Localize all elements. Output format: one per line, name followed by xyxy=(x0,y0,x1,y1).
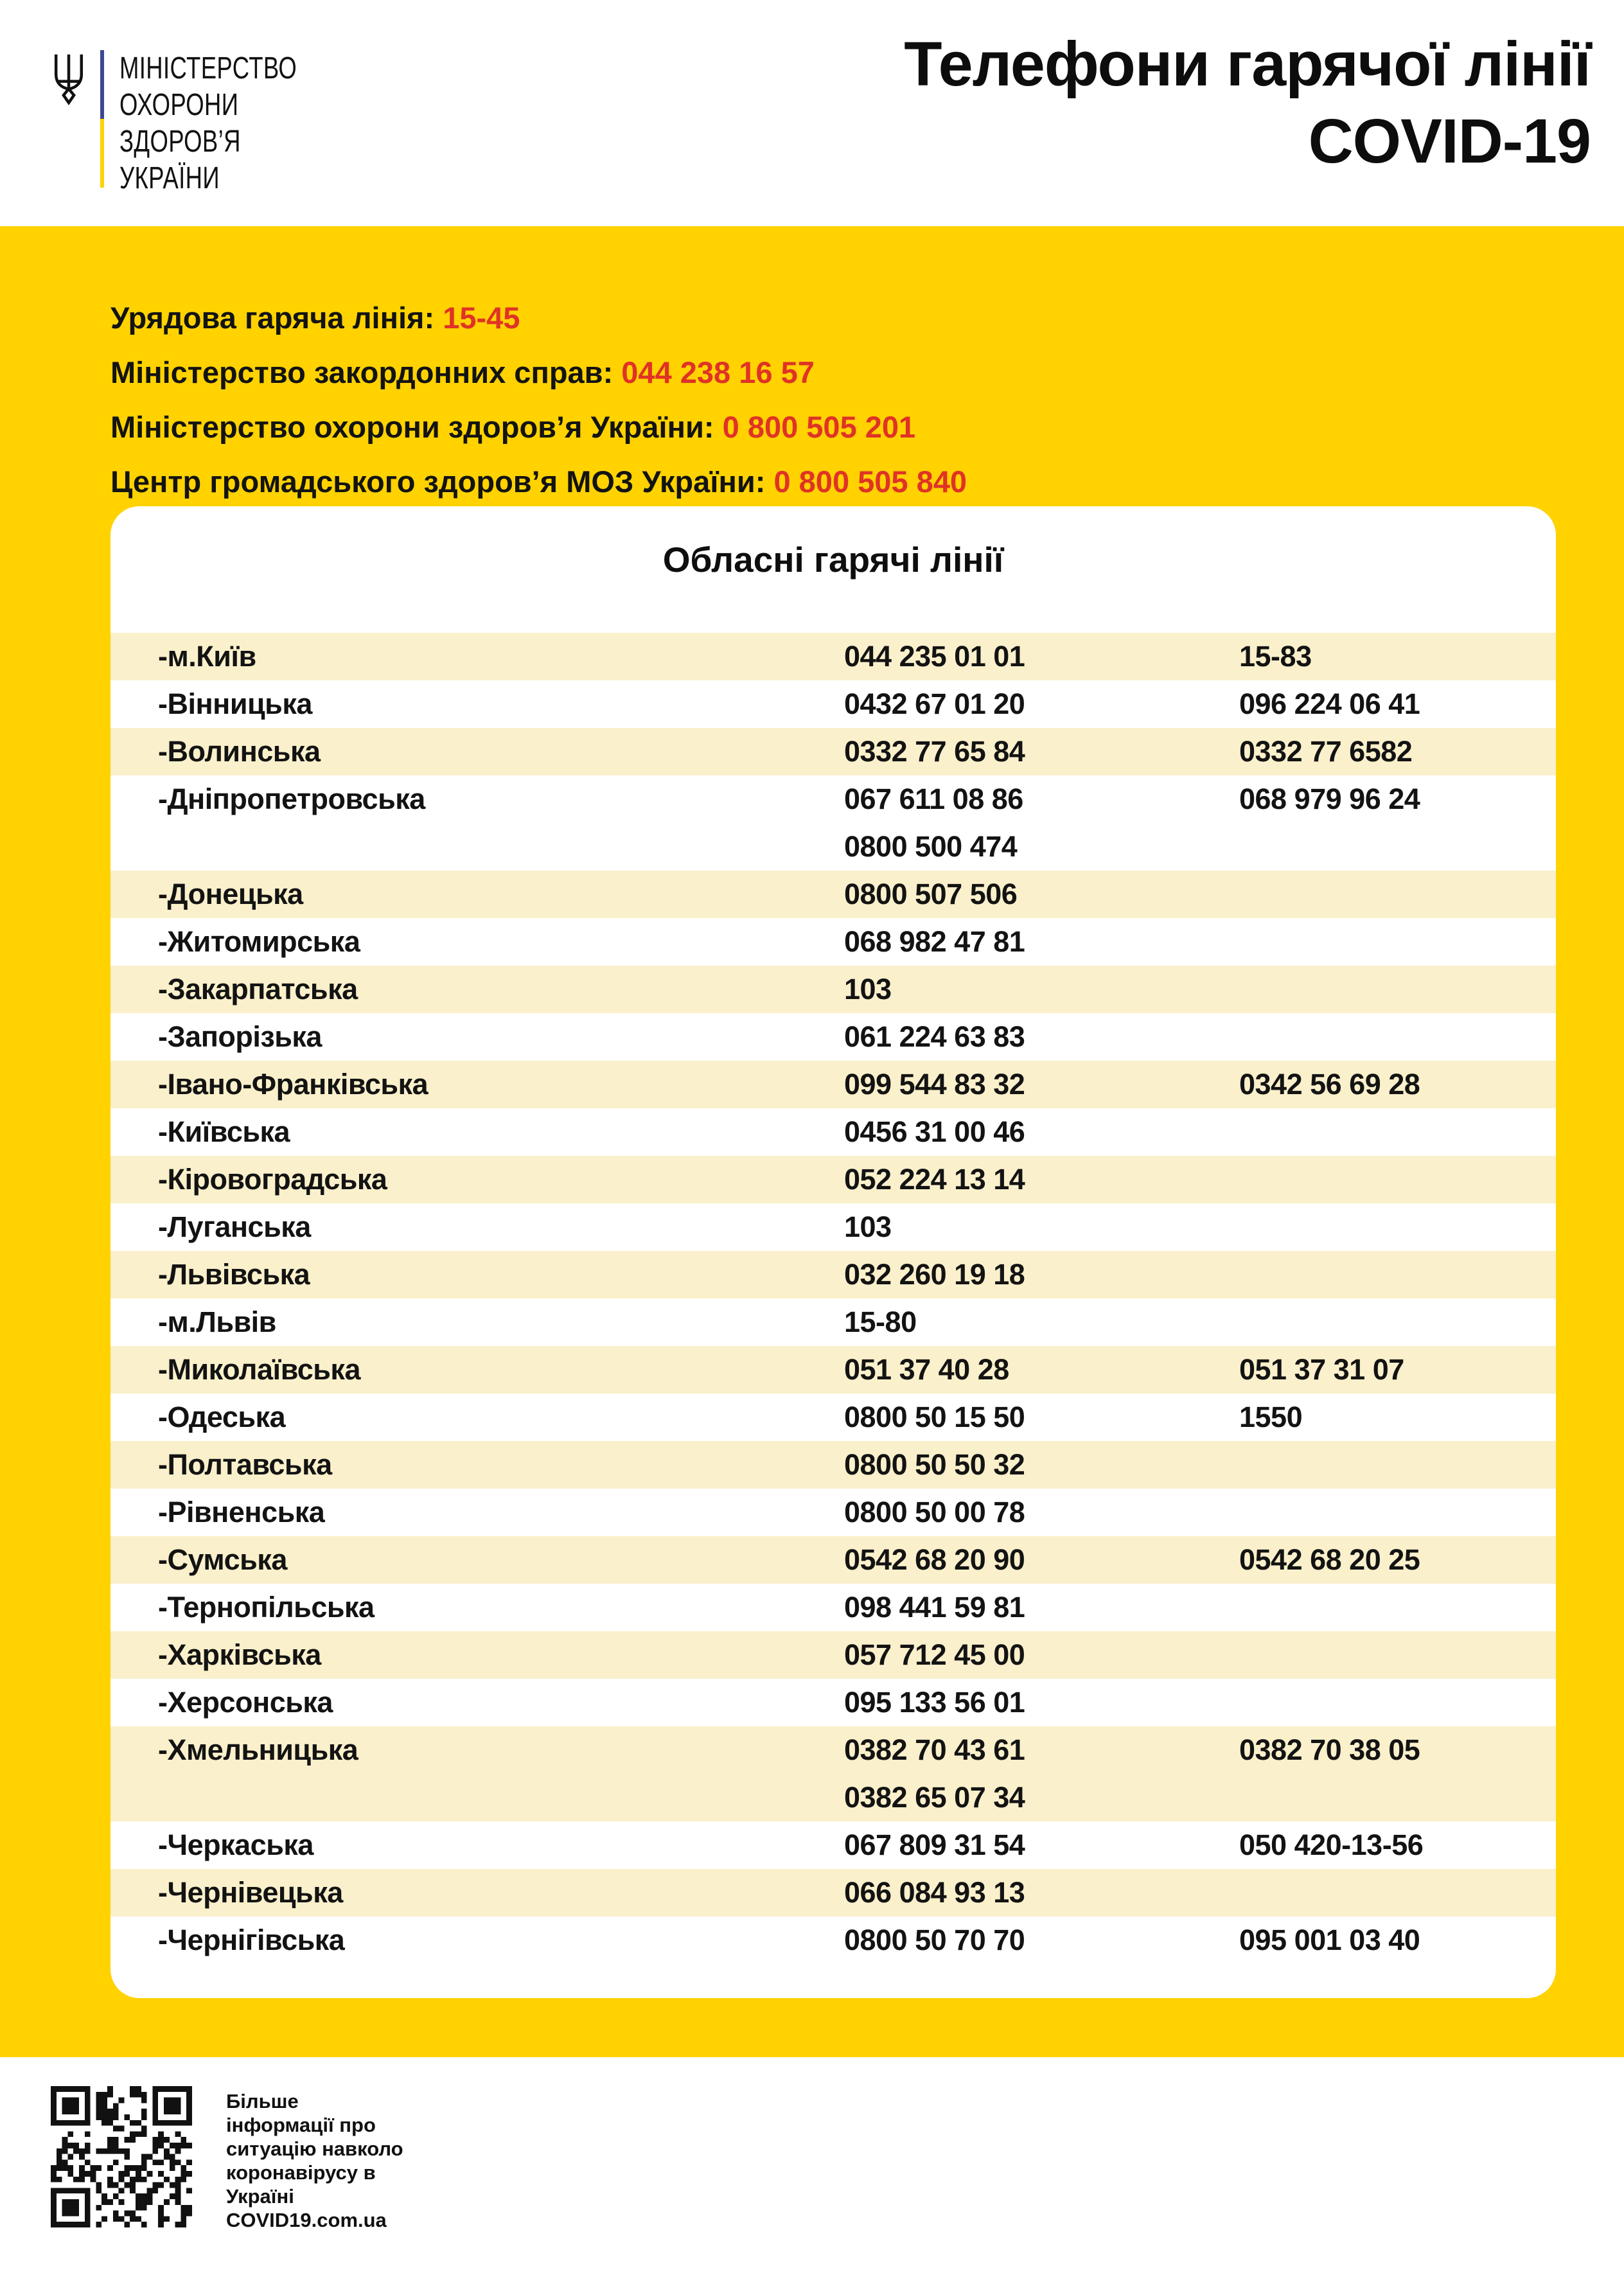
hotline-number: 044 238 16 57 xyxy=(621,355,815,389)
cell-phone-secondary: 0342 56 69 28 xyxy=(1239,1068,1420,1101)
cell-phone-secondary xyxy=(1239,1679,1537,1726)
phone-line: 0800 500 474 xyxy=(844,830,1018,863)
cell-region: -Черкаська xyxy=(158,1828,313,1861)
cell-region: -Одеська xyxy=(158,1401,286,1433)
logo-line-3: ЗДОРОВ’Я xyxy=(119,125,241,159)
phone-line: 0800 50 70 70 xyxy=(844,1924,1025,1956)
cell-region: -Чернігівська xyxy=(158,1924,345,1956)
cell-phone-primary xyxy=(844,1394,1239,1441)
cell-region: -Житомирська xyxy=(158,925,360,958)
logo-line-4: УКРАЇНИ xyxy=(119,161,220,195)
cell-phone-secondary xyxy=(1239,1869,1537,1917)
hotline-row xyxy=(110,400,967,454)
cell-phone-primary xyxy=(844,1108,1239,1156)
table-row xyxy=(110,1726,1556,1821)
cell-region: -Закарпатська xyxy=(158,973,358,1005)
table-row xyxy=(110,1346,1556,1394)
yellow-band xyxy=(0,226,1624,2057)
footer-line: COVID19.com.ua xyxy=(226,2209,387,2231)
phone-line: 095 133 56 01 xyxy=(844,1686,1025,1719)
cell-region: -Вінницька xyxy=(158,687,312,720)
table-row xyxy=(110,1869,1556,1917)
cell-phone-secondary: 1550 xyxy=(1239,1401,1303,1433)
cell-region: -Дніпропетровська xyxy=(158,783,425,815)
cell-region: -Івано-Франківська xyxy=(158,1068,428,1101)
cell-phone-primary xyxy=(844,1536,1239,1584)
phone-line: 0382 65 07 34 xyxy=(844,1781,1025,1814)
cell-phone-primary xyxy=(844,918,1239,966)
cell-phone-primary xyxy=(844,1298,1239,1346)
table-row xyxy=(110,1013,1556,1061)
phone-line: 044 235 01 01 xyxy=(844,640,1025,673)
table-row xyxy=(110,728,1556,775)
cell-region: -Тернопільська xyxy=(158,1591,375,1624)
cell-phone-secondary xyxy=(1239,1584,1537,1631)
phone-line: 052 224 13 14 xyxy=(844,1163,1025,1196)
trident-icon xyxy=(51,53,86,105)
phone-line: 0432 67 01 20 xyxy=(844,687,1025,720)
table-row xyxy=(110,1489,1556,1536)
phone-line: 061 224 63 83 xyxy=(844,1020,1025,1053)
hotline-row xyxy=(110,345,967,400)
cell-phone-secondary xyxy=(1239,871,1537,918)
footer xyxy=(0,2057,1624,2284)
cell-region: -Рівненська xyxy=(158,1496,325,1528)
logo-line-1: МІНІСТЕРСТВО xyxy=(119,51,297,85)
cell-phone-secondary xyxy=(1239,1489,1537,1536)
cell-phone-primary xyxy=(844,1869,1239,1917)
cell-phone-secondary: 15-83 xyxy=(1239,640,1312,673)
cell-phone-secondary xyxy=(1239,1631,1537,1679)
cell-phone-primary xyxy=(844,1203,1239,1251)
phone-line: 0456 31 00 46 xyxy=(844,1115,1025,1148)
cell-region: -Харківська xyxy=(158,1638,321,1671)
cell-region: -Київська xyxy=(158,1115,290,1148)
cell-phone-primary xyxy=(844,1726,1239,1821)
phone-line: 057 712 45 00 xyxy=(844,1638,1025,1671)
moz-ukraine-logo xyxy=(51,50,353,197)
cell-phone-secondary: 050 420-13-56 xyxy=(1239,1828,1424,1861)
cell-region: -Луганська xyxy=(158,1210,311,1243)
cell-region: -Чернівецька xyxy=(158,1876,343,1909)
phone-line: 0800 50 00 78 xyxy=(844,1496,1025,1528)
phone-line: 103 xyxy=(844,973,892,1005)
cell-phone-secondary: 0382 70 38 05 xyxy=(1239,1733,1420,1766)
table-row xyxy=(110,1441,1556,1489)
table-row xyxy=(110,1536,1556,1584)
cell-phone-primary xyxy=(844,1917,1239,1964)
cell-region: -Кіровоградська xyxy=(158,1163,387,1196)
cell-phone-primary xyxy=(844,1679,1239,1726)
cell-region: -м.Львів xyxy=(158,1306,276,1338)
cell-region: -Львівська xyxy=(158,1258,310,1291)
cell-phone-primary xyxy=(844,1821,1239,1869)
card-title: Обласні гарячі лінії xyxy=(662,540,1004,580)
phone-line: 0382 70 43 61 xyxy=(844,1733,1025,1766)
footer-text xyxy=(226,2089,403,2232)
cell-phone-secondary xyxy=(1239,1298,1537,1346)
phone-line: 103 xyxy=(844,1210,892,1243)
phone-line: 051 37 40 28 xyxy=(844,1353,1009,1386)
hotline-label: Міністерство охорони здоров’я України: xyxy=(110,410,723,444)
table-row xyxy=(110,680,1556,728)
cell-phone-secondary: 0542 68 20 25 xyxy=(1239,1543,1420,1576)
cell-phone-primary xyxy=(844,1013,1239,1061)
table-row xyxy=(110,1061,1556,1108)
footer-line: коронавірусу в xyxy=(226,2161,376,2184)
cell-phone-secondary: 096 224 06 41 xyxy=(1239,687,1420,720)
page-title-line2: COVID-19 xyxy=(1308,106,1591,176)
cell-region: -Сумська xyxy=(158,1543,287,1576)
cell-phone-primary xyxy=(844,966,1239,1013)
table-row xyxy=(110,1394,1556,1441)
phone-line: 067 611 08 86 xyxy=(844,783,1023,815)
phone-line: 0332 77 65 84 xyxy=(844,735,1025,768)
hotline-number: 0 800 505 201 xyxy=(722,410,916,444)
cell-phone-secondary xyxy=(1239,1251,1537,1298)
footer-line: Більше xyxy=(226,2090,299,2112)
table-row xyxy=(110,871,1556,918)
hotline-row xyxy=(110,290,967,345)
cell-phone-primary xyxy=(844,1441,1239,1489)
cell-region: -Донецька xyxy=(158,878,303,910)
logo-divider xyxy=(100,50,104,188)
cell-phone-primary xyxy=(844,1631,1239,1679)
cell-phone-primary xyxy=(844,728,1239,775)
table-row xyxy=(110,1203,1556,1251)
phone-line: 0800 50 50 32 xyxy=(844,1448,1025,1481)
cell-phone-secondary xyxy=(1239,1156,1537,1203)
qr-code xyxy=(51,2086,192,2227)
logo-divider-blue xyxy=(100,50,104,119)
table-row xyxy=(110,1679,1556,1726)
regional-hotlines-card xyxy=(110,506,1556,1998)
phone-line: 0542 68 20 90 xyxy=(844,1543,1025,1576)
regional-table xyxy=(110,633,1556,1964)
table-row xyxy=(110,1156,1556,1203)
table-row xyxy=(110,1108,1556,1156)
phone-line: 066 084 93 13 xyxy=(844,1876,1025,1909)
cell-region: -Миколаївська xyxy=(158,1353,360,1386)
cell-phone-primary xyxy=(844,1489,1239,1536)
footer-line: Україні xyxy=(226,2185,294,2208)
cell-phone-primary xyxy=(844,775,1239,871)
cell-phone-secondary xyxy=(1239,1203,1537,1251)
cell-phone-secondary: 0332 77 6582 xyxy=(1239,735,1413,768)
cell-phone-secondary xyxy=(1239,966,1537,1013)
logo-divider-yellow xyxy=(100,119,104,188)
phone-line: 098 441 59 81 xyxy=(844,1591,1025,1624)
header xyxy=(0,0,1624,226)
page-title xyxy=(904,26,1591,180)
cell-phone-primary xyxy=(844,871,1239,918)
phone-line: 0800 507 506 xyxy=(844,878,1018,910)
national-hotlines xyxy=(110,290,967,509)
cell-phone-secondary xyxy=(1239,918,1537,966)
table-row xyxy=(110,918,1556,966)
cell-phone-secondary: 095 001 03 40 xyxy=(1239,1924,1420,1956)
table-row xyxy=(110,1821,1556,1869)
cell-region: -м.Київ xyxy=(158,640,256,673)
hotline-label: Центр громадського здоров’я МОЗ України: xyxy=(110,465,774,499)
table-row xyxy=(110,1631,1556,1679)
table-row xyxy=(110,1917,1556,1964)
phone-line: 099 544 83 32 xyxy=(844,1068,1025,1101)
logo-text xyxy=(119,50,297,197)
hotline-number: 0 800 505 840 xyxy=(773,465,967,499)
cell-phone-primary xyxy=(844,1251,1239,1298)
cell-region: -Запорізька xyxy=(158,1020,322,1053)
table-row xyxy=(110,1584,1556,1631)
cell-phone-primary xyxy=(844,1584,1239,1631)
cell-phone-primary xyxy=(844,1156,1239,1203)
footer-line: ситуацію навколо xyxy=(226,2138,403,2160)
logo-line-2: ОХОРОНИ xyxy=(119,88,239,122)
cell-phone-secondary xyxy=(1239,1013,1537,1061)
cell-phone-primary xyxy=(844,680,1239,728)
phone-line: 0800 50 15 50 xyxy=(844,1401,1025,1433)
table-row xyxy=(110,966,1556,1013)
table-row xyxy=(110,1298,1556,1346)
phone-line: 15-80 xyxy=(844,1306,917,1338)
cell-phone-secondary xyxy=(1239,1108,1537,1156)
footer-line: інформації про xyxy=(226,2114,376,2136)
page-title-line1: Телефони гарячої лінії xyxy=(904,29,1591,99)
cell-region: -Полтавська xyxy=(158,1448,332,1481)
cell-phone-primary xyxy=(844,633,1239,680)
phone-line: 032 260 19 18 xyxy=(844,1258,1025,1291)
cell-phone-primary xyxy=(844,1061,1239,1108)
hotline-row xyxy=(110,454,967,509)
hotline-number: 15-45 xyxy=(443,301,520,335)
hotline-label: Урядова гаряча лінія: xyxy=(110,301,443,335)
cell-phone-primary xyxy=(844,1346,1239,1394)
table-row xyxy=(110,775,1556,871)
table-row xyxy=(110,633,1556,680)
hotline-label: Міністерство закордонних справ: xyxy=(110,355,622,389)
cell-phone-secondary xyxy=(1239,1441,1537,1489)
phone-line: 067 809 31 54 xyxy=(844,1828,1025,1861)
phone-line: 068 982 47 81 xyxy=(844,925,1025,958)
cell-region: -Хмельницька xyxy=(158,1733,358,1766)
cell-phone-secondary: 051 37 31 07 xyxy=(1239,1353,1404,1386)
cell-region: -Херсонська xyxy=(158,1686,333,1719)
cell-phone-secondary: 068 979 96 24 xyxy=(1239,783,1420,815)
table-row xyxy=(110,1251,1556,1298)
cell-region: -Волинська xyxy=(158,735,321,768)
